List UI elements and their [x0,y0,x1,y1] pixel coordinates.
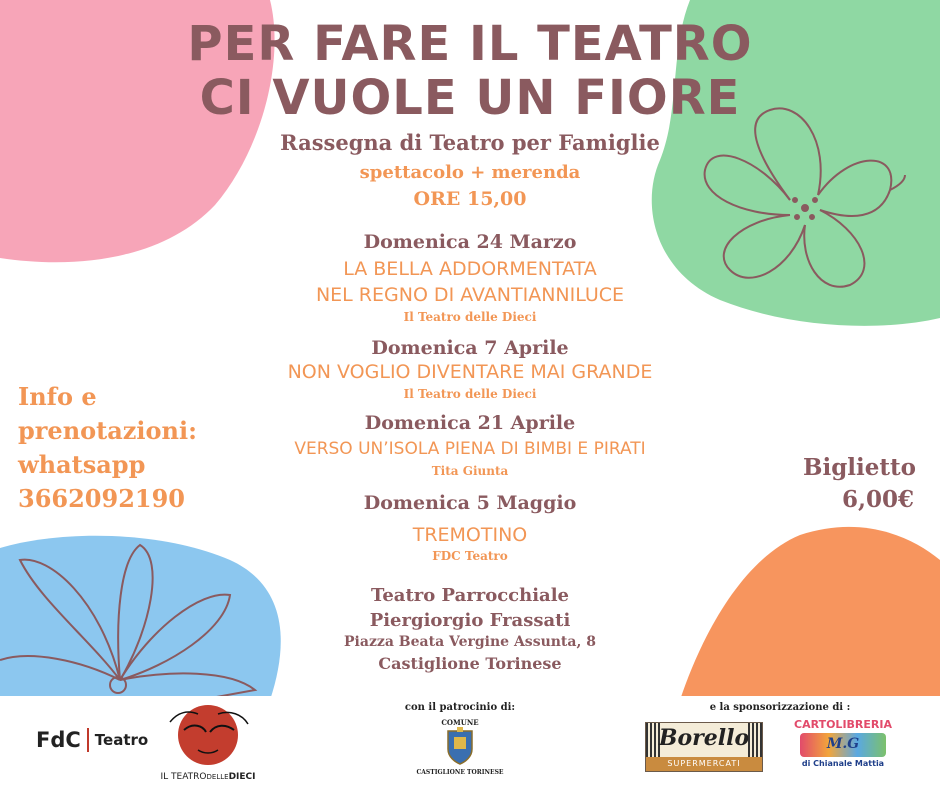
event-1-date: Domenica 24 Marzo [363,231,577,253]
borello-sub: SUPERMERCATI [646,757,762,771]
event-2-date: Domenica 7 Aprile [371,337,569,359]
event-4-company: FDC Teatro [432,549,508,563]
fdc-logo-divider [87,728,89,752]
fdc-teatro-logo [36,728,148,752]
event-3-show: VERSO UN’ISOLA PIENA DI BIMBI E PIRATI [294,439,646,459]
event-2-show: NON VOGLIO DIVENTARE MAI GRANDE [287,361,653,383]
sponsor-label: e la sponsorizzazione di : [709,702,851,713]
event-1-show-line-1: LA BELLA ADDORMENTATA [343,258,597,280]
coat-of-arms-icon [445,727,475,765]
event-3-date: Domenica 21 Aprile [364,412,576,434]
info-line-2: prenotazioni: [18,416,197,445]
info-block [18,380,197,516]
teatro-dieci-part-3: DIECI [228,772,256,782]
teatro-dieci-mask-icon [158,702,258,768]
comune-logo-top: COMUNE [441,718,479,727]
cartolibreria-pencils [800,733,886,757]
event-1-company: Il Teatro delle Dieci [403,310,537,324]
event-1-show-line-2: NEL REGNO DI AVANTIANNILUCE [315,284,625,306]
venue-address: Piazza Beata Vergine Assunta, 8 [344,634,596,650]
ticket-label: Biglietto [803,454,916,481]
tagline: spettacolo + merenda [359,162,581,183]
teatro-delle-dieci-logo [158,702,258,784]
footer [0,696,940,788]
title-line-2: CI VUOLE UN FIORE [199,70,741,126]
event-2-company: Il Teatro delle Dieci [403,387,537,401]
borello-logo [645,722,763,772]
event-4-show: TREMOTINO [412,524,528,546]
comune-logo [416,718,504,780]
fdc-logo-text: FdC [36,728,81,752]
teatro-dieci-part-1: IL TEATRO [160,772,207,782]
cartolibreria-logo [792,718,894,774]
ticket-price: 6,00€ [841,486,914,513]
teatro-dieci-wordmark [158,772,258,782]
teatro-dieci-part-2: DELLE [206,773,229,781]
info-line-3: whatsapp [18,450,146,479]
patronage-label: con il patrocinio di: [404,702,516,713]
info-line-1: Info e [18,382,97,411]
comune-logo-bottom: CASTIGLIONE TORINESE [416,769,504,776]
fdc-logo-teatro: Teatro [94,731,149,749]
borello-name: Borello [658,725,750,751]
event-3-company: Tita Giunta [431,464,509,478]
title-line-1: PER FARE IL TEATRO [187,16,753,72]
event-4-date: Domenica 5 Maggio [363,492,577,514]
cartolibreria-sub: di Chianale Mattia [801,759,885,768]
venue-line-2: Piergiorgio Frassati [369,610,571,631]
info-phone: 3662092190 [18,484,185,513]
ticket-block [803,452,914,516]
cartolibreria-name: CARTOLIBRERIA [794,718,892,731]
subtitle: Rassegna di Teatro per Famiglie [280,130,660,155]
venue-line-1: Teatro Parrocchiale [371,585,569,606]
venue-city: Castiglione Torinese [378,654,562,673]
cartolibreria-initials: M.G [826,736,860,752]
show-time: ORE 15,00 [413,188,527,210]
